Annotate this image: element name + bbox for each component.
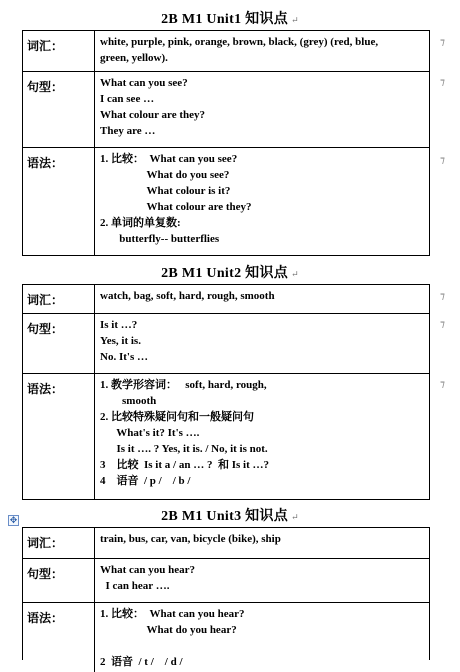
- unit3-sentence-row: [23, 558, 429, 602]
- content-line: I can hear ….: [100, 580, 170, 592]
- content-line: 1. 比较： What can you see?: [100, 153, 238, 165]
- content-line: What can you see?: [100, 77, 188, 89]
- unit1-vocab-row: [23, 31, 429, 71]
- content-line: Is it …. ? Yes, it is. / No, it is not.: [100, 443, 268, 455]
- grammar-label: 语法：: [23, 374, 95, 499]
- row-end-mark: ⁊: [440, 319, 445, 330]
- unit2-title: [0, 262, 460, 282]
- content-line: train, bus, car, van, bicycle (bike), ship: [100, 533, 281, 545]
- sentence-label: 句型：: [23, 559, 95, 602]
- sentence-content: [95, 559, 429, 602]
- content-line: They are …: [100, 125, 156, 137]
- sentence-content: [95, 72, 429, 147]
- unit2-grammar-row: [23, 373, 429, 499]
- content-line: smooth: [100, 395, 157, 407]
- unit2-sentence-row: [23, 313, 429, 373]
- content-line: Yes, it is.: [100, 335, 141, 347]
- unit1-title-text: 2B M1 Unit1 知识点: [161, 12, 289, 27]
- vocab-content: [95, 31, 429, 71]
- unit3-title-text: 2B M1 Unit3 知识点: [161, 509, 289, 524]
- return-mark: ↵: [291, 512, 299, 522]
- content-line: What do you hear?: [100, 624, 237, 636]
- unit1-sentence-row: [23, 71, 429, 147]
- unit2-title-text: 2B M1 Unit2 知识点: [161, 266, 289, 281]
- grammar-label: 语法：: [23, 603, 95, 672]
- row-end-mark: ⁊: [440, 77, 445, 88]
- vocab-label: 词汇：: [23, 285, 95, 313]
- vocab-content: [95, 285, 429, 313]
- row-end-mark: ⁊: [440, 379, 445, 390]
- content-line: What colour are they?: [100, 201, 252, 213]
- content-line: 2 语音 / t / / d /: [100, 656, 183, 668]
- content-line: 1. 比较： What can you hear?: [100, 608, 245, 620]
- content-line: What do you see?: [100, 169, 230, 181]
- content-line: butterfly-- butterflies: [100, 233, 220, 245]
- table-move-handle-icon[interactable]: ✥: [9, 515, 18, 525]
- content-line: 4 语音 / p / / b /: [100, 475, 191, 487]
- vocab-label: 词汇：: [23, 31, 95, 71]
- unit3-grammar-row: [23, 602, 429, 672]
- content-line: green, yellow).: [100, 52, 168, 64]
- unit3-title: [0, 505, 460, 525]
- return-mark: ↵: [291, 269, 299, 279]
- grammar-content: [95, 148, 429, 255]
- row-end-mark: ⁊: [440, 37, 445, 48]
- content-line: No. It's …: [100, 351, 148, 363]
- content-line: watch, bag, soft, hard, rough, smooth: [100, 290, 275, 302]
- unit1-title: [0, 8, 460, 28]
- row-end-mark: ⁊: [440, 291, 445, 302]
- content-line: Is it …?: [100, 319, 138, 331]
- grammar-content: [95, 603, 429, 672]
- row-end-mark: ⁊: [440, 155, 445, 166]
- content-line: 2. 单词的单复数:: [100, 217, 181, 229]
- content-line: 3 比较 Is it a / an … ? 和 Is it …?: [100, 459, 269, 471]
- unit3-table: [22, 527, 430, 668]
- content-line: What's it? It's ….: [100, 427, 200, 439]
- return-mark: ↵: [291, 15, 299, 25]
- sentence-label: 句型：: [23, 72, 95, 147]
- sentence-label: 句型：: [23, 314, 95, 373]
- unit2-vocab-row: [23, 285, 429, 313]
- content-line: 1. 教学形容词： soft, hard, rough,: [100, 379, 267, 391]
- sentence-content: [95, 314, 429, 373]
- content-line: What colour are they?: [100, 109, 205, 121]
- unit2-table: [22, 284, 445, 500]
- content-line: I can see …: [100, 93, 155, 105]
- content-line: white, purple, pink, orange, brown, black, (grey) (red, blue,: [100, 36, 379, 48]
- vocab-label: 词汇：: [23, 528, 95, 558]
- vocab-content: [95, 528, 429, 558]
- grammar-label: 语法：: [23, 148, 95, 255]
- content-line: [100, 638, 424, 654]
- unit3-vocab-row: [23, 528, 429, 558]
- unit1-table: [22, 30, 445, 256]
- unit1-grammar-row: [23, 147, 429, 255]
- grammar-content: [95, 374, 429, 499]
- content-line: 2. 比较特殊疑问句和一般疑问句: [100, 411, 254, 423]
- content-line: What colour is it?: [100, 185, 231, 197]
- content-line: What can you hear?: [100, 564, 196, 576]
